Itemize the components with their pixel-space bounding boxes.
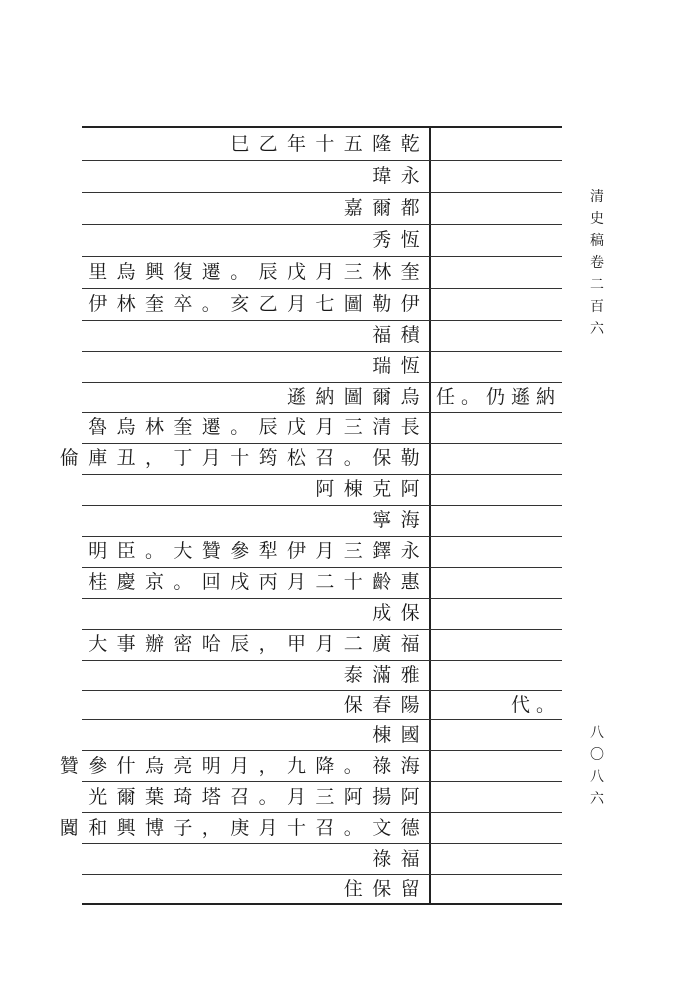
row-text: 成保 [372,602,429,624]
row-text: 明臣。大贊參犁伊月三鐸永 [88,540,429,562]
table-row [84,351,429,381]
table-row [84,225,429,255]
row-text: 遜納圖爾烏 [286,386,429,408]
margin-title: 清史稿卷二百六 [590,189,604,337]
table-row [84,412,429,442]
table-row [84,629,429,659]
row-text: 巳乙年十五隆乾 [230,133,429,155]
table-row [84,844,429,874]
row-text: 寧海 [372,509,429,531]
row-text: 贊參什烏亮明月，九降。祿海 [59,755,429,777]
table-row [84,193,429,223]
row-text: 泰滿雅 [343,664,429,686]
table-row [59,751,429,781]
page-number: 八〇八六 [590,725,604,807]
row-text: 倫庫丑，丁月十筠松召。保勒 [59,447,429,469]
row-text: 大事辦密哈辰，甲月二廣福 [88,633,429,655]
row-text: 秀恆 [372,229,429,251]
top-rule [82,126,562,128]
row-text: 闐和興博子，庚月十召。文德 [59,817,429,839]
row-text: 嘉爾都 [343,197,429,219]
table-row [84,536,429,566]
row-text: 保春陽 [343,694,429,716]
row-side-note: 代。 [510,694,561,716]
row-text: 祿福 [372,848,429,870]
table-row [84,382,429,412]
row-text: 棟國 [372,724,429,746]
table-row [84,505,429,535]
table-row [84,690,429,720]
row-side-note: 任。仍遜納 [435,386,561,408]
row-text: 里烏興復遷。辰戊月三林奎 [88,261,429,283]
column-divider [429,126,431,904]
table-row [84,567,429,597]
row-text: 瑞恆 [372,355,429,377]
table-row [84,474,429,504]
row-text: 阿棟克阿 [315,478,429,500]
table-row [84,874,429,904]
table-row [84,161,429,191]
table-row [84,660,429,690]
row-text: 福積 [372,324,429,346]
table-row [84,289,429,319]
table-row [84,782,429,812]
row-text: 魯烏林奎遷。辰戊月三清長 [88,416,429,438]
table-row [84,257,429,287]
row-text: 住保留 [343,878,429,900]
row-text: 光爾葉琦塔召。月三阿揚阿 [88,786,429,808]
table-row [59,813,429,843]
table-row [84,598,429,628]
table-row [84,129,429,159]
table-row [59,443,429,473]
row-text: 伊林奎卒。亥乙月七圖勒伊 [88,293,429,315]
table-row [84,720,429,750]
row-text: 瑋永 [372,165,429,187]
table-row [84,320,429,350]
row-text: 桂慶京。回戌丙月二十齡惠 [88,571,429,593]
